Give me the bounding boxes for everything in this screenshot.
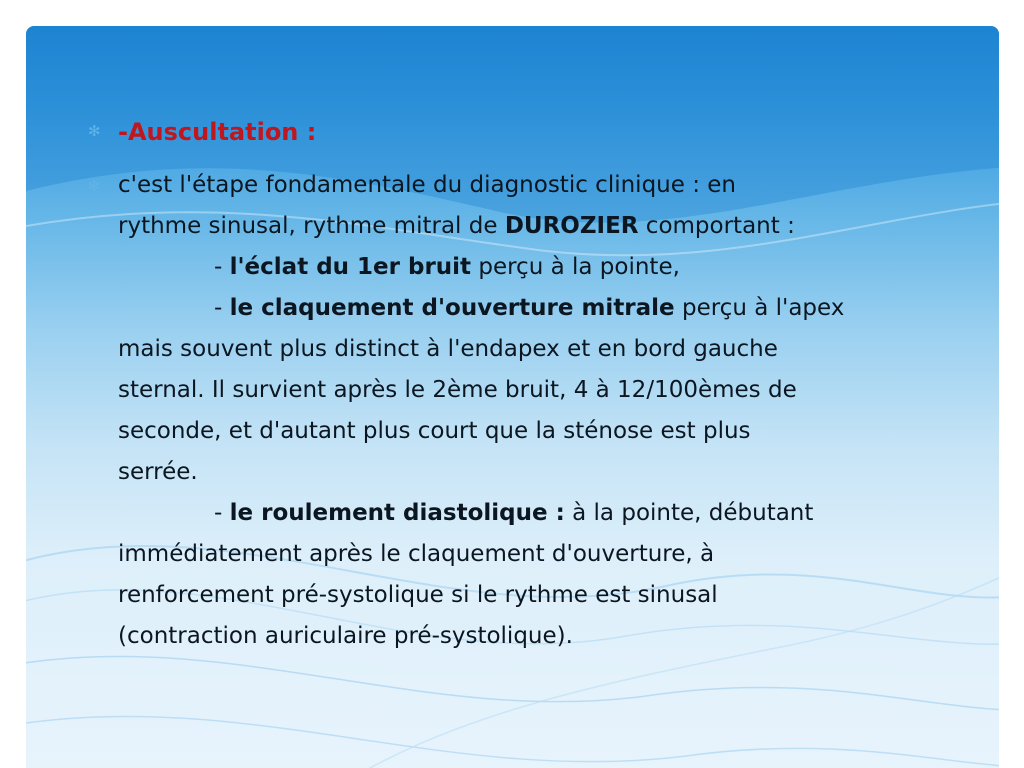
item-3-dash: - (214, 500, 230, 526)
item-2-text: perçu à l'apex (674, 295, 845, 321)
item-2-line-2: mais souvent plus distinct à l'endapex et en bord gauche (118, 336, 778, 362)
item-3-text: à la pointe, débutant (564, 500, 814, 526)
body-bullet (88, 165, 948, 665)
bullet-icon: ✻ (88, 177, 101, 195)
item-3-line-2: immédiatement après le claquement d'ouverture, à (118, 541, 715, 567)
item-1-dash: - (214, 254, 230, 280)
item-3-term: le roulement diastolique : (229, 500, 565, 526)
bullet-icon: ✻ (88, 122, 101, 140)
item-3-line-4: (contraction auriculaire pré-systolique). (118, 623, 573, 649)
item-2-line (118, 288, 948, 329)
item-3-line-3: renforcement pré-systolique si le rythme est sinusal (118, 582, 718, 608)
intro-suffix: comportant : (638, 213, 795, 239)
durozier-term: DUROZIER (504, 213, 639, 239)
item-2-line-5: serrée. (118, 459, 198, 485)
intro-text: rythme sinusal, rythme mitral de (118, 213, 505, 239)
body-paragraph (118, 165, 948, 657)
item-3-line (118, 493, 948, 534)
item-1-term: l'éclat du 1er bruit (229, 254, 472, 280)
item-2-line-3: sternal. Il survient après le 2ème bruit, 4 à 12/100èmes de (118, 377, 797, 403)
item-2-line-4: seconde, et d'autant plus court que la sténose est plus (118, 418, 751, 444)
intro-line-2 (118, 206, 948, 247)
heading-bullet (88, 117, 948, 149)
item-1-line (118, 247, 948, 288)
intro-line-1: c'est l'étape fondamentale du diagnostic clinique : en (118, 172, 736, 198)
item-2-dash: - (214, 295, 230, 321)
slide-heading: -Auscultation : (118, 118, 317, 146)
item-1-text: perçu à la pointe, (471, 254, 680, 280)
item-2-term: le claquement d'ouverture mitrale (229, 295, 675, 321)
